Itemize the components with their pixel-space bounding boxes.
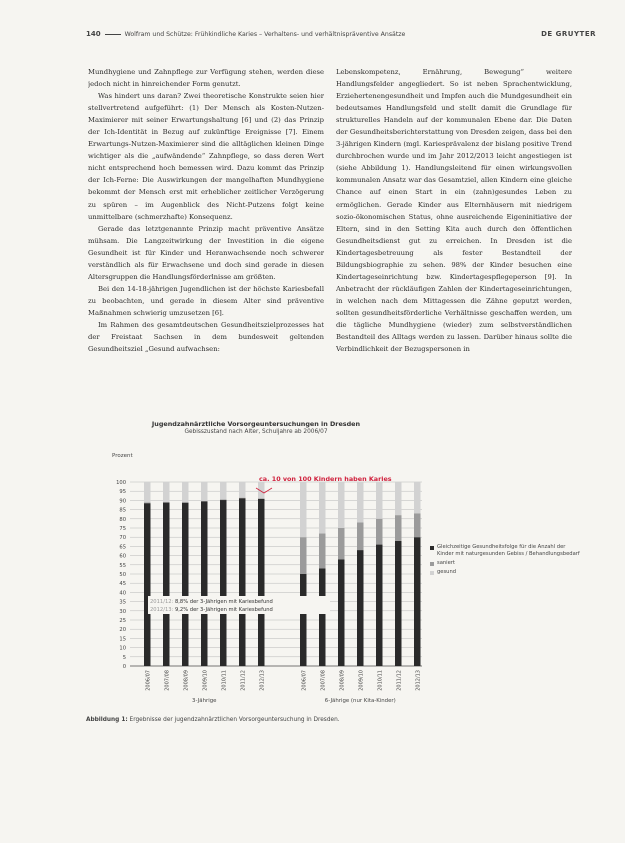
chart-subtitle: Gebisszustand nach Alter, Schuljahre ab 2006/07 bbox=[184, 429, 328, 435]
paragraph: Lebenskompetenz, Ernährung, Bewegung“ weitere Handlungsfelder angegliedert. So ist neben Sprachentwicklung, Erziehertenengesundheit und Impfen auch die Mundgesundheit ein bedeutsames Handlungsfeld und stellt damit die Grundlage für strukturelles Handeln auf der kommunalen Ebene dar. Die Daten der Gesundheitsberichterstattung von Dresden zeigen, dass bei den 3-jährigen Kindern (mgl. Kariesprävalenz der bislang positive Trend durchbrochen wurde und im Jahr 2012/2013 leicht angestiegen ist (siehe Abbildung 1). Handlungsleitend für einen wirkungsvollen kommunalen Ansatz war das Gesamtziel, allen Kindern eine gleiche Chance auf einen Start in ein (zahn)gesundes Leben zu ermöglichen. Gerade Kinder aus Elternhäusern mit niedrigem sozio-ökonomischen Status, ohne ausreichende Eigeninitiative der Eltern, sind in den Setting Kita auch durch den öffentlichen Gesundheitsdienst gut zu erreichen. In Dresden ist die Kindertagesbetreuung als fester Bestandteil der Bildungsbiographie zu sehen. 98% der Kinder besuchen eine Kindertageseinrichtung bzw. Kindertagespflegeperson [9]. In Anbetracht der rückläufigen Zahlen der Kindertageseinrichtungen, in welchen nach dem Mittagessen die Zähne geputzt werden, sollten gesundheitsförderliche Verhältnisse geschaffen werden, um die tägliche Mundhygiene (wieder) zum selbstverständlichen Bestandteil des Alltags werden zu lassen. Darüber hinaus sollte die Verbindlichkeit der Bezugspersonen in bbox=[336, 68, 572, 354]
bar-segment bbox=[338, 559, 345, 666]
publisher-name: DE GRUYTER bbox=[541, 30, 596, 38]
bar-segment bbox=[239, 498, 246, 499]
x-tick-label: 2006/07 bbox=[301, 670, 308, 691]
bar-segment bbox=[182, 502, 189, 503]
paragraph: Mundhygiene und Zahnpflege zur Verfügung stehen, werden diese jedoch nicht in hinreichender Form genutzt. bbox=[88, 68, 324, 89]
legend-label: gesund bbox=[437, 569, 457, 575]
paragraph: Bei den 14-18-jährigen Jugendlichen ist der höchste Kariesbefall zu beobachten, und gerade in diesem Alter sind präventive Maßnahmen schwierig umzusetzen [6]. bbox=[88, 284, 324, 317]
x-group-label: 6-Jährige (nur Kita-Kinder) bbox=[324, 698, 396, 704]
y-tick-label: 10 bbox=[119, 645, 126, 652]
y-tick-label: 90 bbox=[119, 498, 126, 505]
x-tick-label: 2012/13 bbox=[259, 670, 266, 691]
caption-label: Abbildung 1: bbox=[86, 717, 128, 723]
header-rule bbox=[105, 34, 121, 35]
bar-segment bbox=[144, 502, 151, 503]
bar-segment bbox=[319, 568, 326, 666]
bar-segment bbox=[300, 574, 307, 666]
y-tick-label: 85 bbox=[119, 507, 126, 514]
y-tick-label: 45 bbox=[119, 581, 126, 588]
callout-text: ca. 10 von 100 Kindern haben Karies bbox=[259, 475, 392, 483]
x-tick-label: 2007/08 bbox=[164, 670, 171, 691]
bar-segment bbox=[395, 482, 402, 515]
x-tick-label: 2010/11 bbox=[377, 670, 384, 691]
y-tick-label: 5 bbox=[122, 654, 126, 661]
bar-segment bbox=[357, 522, 364, 550]
legend-item bbox=[430, 569, 580, 576]
legend-swatch bbox=[430, 546, 434, 550]
x-tick-label: 2009/10 bbox=[202, 670, 209, 691]
bar-segment bbox=[395, 515, 402, 541]
y-tick-label: 100 bbox=[116, 480, 126, 486]
y-axis-label: Prozent bbox=[112, 453, 133, 459]
legend-label: Gleichzeitige Gesundheitsfolge für die Anzahl der Kinder mit naturgesunden Gebiss / Behandlungsbedarf bbox=[437, 544, 580, 557]
bar-segment bbox=[338, 482, 345, 528]
bar-segment bbox=[414, 482, 421, 513]
bar-segment bbox=[144, 503, 151, 666]
y-tick-label: 70 bbox=[119, 535, 126, 542]
legend-label: saniert bbox=[437, 560, 455, 566]
legend-item bbox=[430, 560, 580, 567]
x-tick-label: 2009/10 bbox=[358, 670, 365, 691]
chart-legend bbox=[430, 544, 580, 578]
y-tick-label: 25 bbox=[119, 618, 126, 624]
y-tick-label: 20 bbox=[119, 627, 126, 634]
y-tick-label: 80 bbox=[119, 516, 126, 523]
bar-segment bbox=[338, 528, 345, 559]
bar-segment bbox=[144, 482, 151, 502]
x-group-label: 3-Jährige bbox=[192, 698, 217, 704]
bar-segment bbox=[395, 541, 402, 666]
x-tick-label: 2012/13 bbox=[415, 670, 422, 691]
bar-segment bbox=[319, 482, 326, 534]
bar-chart bbox=[86, 420, 431, 710]
legend-swatch bbox=[430, 571, 434, 575]
legend-item bbox=[430, 544, 580, 558]
bar-segment bbox=[201, 501, 208, 502]
figure-chart bbox=[86, 420, 601, 710]
right-text-column bbox=[336, 66, 572, 396]
bar-segment bbox=[220, 482, 227, 499]
y-tick-label: 0 bbox=[122, 664, 126, 670]
x-tick-label: 2010/11 bbox=[221, 670, 228, 691]
y-tick-label: 55 bbox=[119, 562, 126, 569]
x-tick-label: 2008/09 bbox=[183, 670, 190, 691]
bar-segment bbox=[376, 519, 383, 545]
bar-segment bbox=[220, 499, 227, 500]
legend-swatch bbox=[430, 562, 434, 566]
caption-text: Ergebnisse der jugendzahnärztlichen Vorsorgeuntersuchung in Dresden. bbox=[129, 717, 340, 723]
x-tick-label: 2006/07 bbox=[145, 670, 152, 691]
bar-segment bbox=[182, 482, 189, 502]
chart-title: Jugendzahnärztliche Vorsorgeuntersuchungen in Dresden bbox=[151, 420, 361, 428]
y-tick-label: 30 bbox=[119, 608, 126, 615]
bar-segment bbox=[376, 482, 383, 519]
y-tick-label: 50 bbox=[119, 572, 126, 578]
bar-segment bbox=[163, 482, 170, 502]
bar-segment bbox=[258, 499, 265, 666]
bar-segment bbox=[239, 482, 246, 498]
bar-segment bbox=[220, 500, 227, 666]
y-tick-label: 15 bbox=[119, 636, 126, 643]
bar-segment bbox=[163, 502, 170, 503]
bar-segment bbox=[201, 482, 208, 501]
y-tick-label: 35 bbox=[119, 599, 126, 606]
bar-segment bbox=[300, 537, 307, 574]
left-text-column bbox=[88, 66, 324, 396]
x-tick-label: 2011/12 bbox=[240, 670, 247, 691]
y-tick-label: 60 bbox=[119, 553, 126, 560]
y-tick-label: 40 bbox=[119, 590, 126, 597]
y-tick-label: 65 bbox=[119, 544, 126, 551]
bar-segment bbox=[300, 482, 307, 537]
paragraph: Im Rahmen des gesamtdeutschen Gesundheitszielprozesses hat der Freistaat Sachsen in dem bundesweit geltenden Gesundheitsziel „Gesund aufwachsen: bbox=[88, 320, 324, 354]
bar-segment bbox=[376, 545, 383, 666]
y-tick-label: 75 bbox=[119, 526, 126, 532]
bar-segment bbox=[182, 503, 189, 666]
running-title: Wolfram und Schütze: Frühkindliche Karies – Verhaltens- und verhältnispräventive Ansätze bbox=[124, 31, 406, 38]
y-tick-label: 95 bbox=[119, 489, 126, 496]
figure-caption bbox=[86, 717, 586, 723]
paragraph: Was hindert uns daran? Zwei theoretische Konstrukte seien hier stellvertretend aufgeführt: (1) Der Mensch als Kosten-Nutzen-Maximierer mit seiner Erwartungshaltung [6] und (2) das Prinzip der Ich-Identität in Bezug auf zukünftige Ereignisse [7]. Einem Erwartungs-Nutzen-Maximierer sind die alltäglichen kleinen Dinge wichtiger als die „aufwändende“ Zahnpflege, so dass deren Wert nicht entsprechend hoch bemessen wird. Dazu kommt das Prinzip der Ich-Ferne: Die Auswirkungen der mangelhaften Mundhygiene bekommt der Mensch erst mit erheblicher zeitlicher Verzögerung zu spüren – im Augenblick des Nicht-Putzens folgt keine unmittelbare (schmerzhafte) Konsequenz. bbox=[88, 92, 324, 221]
annotation-text: 2011/12: 8,8% der 3-Jährigen mit Kariesbefund bbox=[150, 599, 273, 605]
x-tick-label: 2011/12 bbox=[396, 670, 403, 691]
bar-segment bbox=[414, 513, 421, 537]
page-number: 140 bbox=[86, 30, 101, 38]
x-tick-label: 2007/08 bbox=[320, 670, 327, 691]
bar-segment bbox=[239, 498, 246, 666]
running-header bbox=[86, 30, 596, 42]
paragraph: Gerade das letztgenannte Prinzip macht präventive Ansätze mühsam. Die Langzeitwirkung der Investition in die eigene Gesundheit ist für Kinder und Heranwachsende noch schwerer verständlich als für Erwachsene und doch sind gerade in diesen Altersgruppen die Handlungsförderlnisse am größten. bbox=[88, 224, 324, 281]
x-tick-label: 2008/09 bbox=[339, 670, 346, 691]
bar-segment bbox=[319, 534, 326, 569]
bar-segment bbox=[357, 550, 364, 666]
bar-segment bbox=[163, 503, 170, 666]
bar-segment bbox=[201, 501, 208, 666]
bar-segment bbox=[414, 537, 421, 666]
bar-segment bbox=[258, 498, 265, 499]
annotation-text: 2012/13: 9,2% der 3-Jährigen mit Kariesbefund bbox=[150, 607, 273, 613]
bar-segment bbox=[357, 482, 364, 522]
